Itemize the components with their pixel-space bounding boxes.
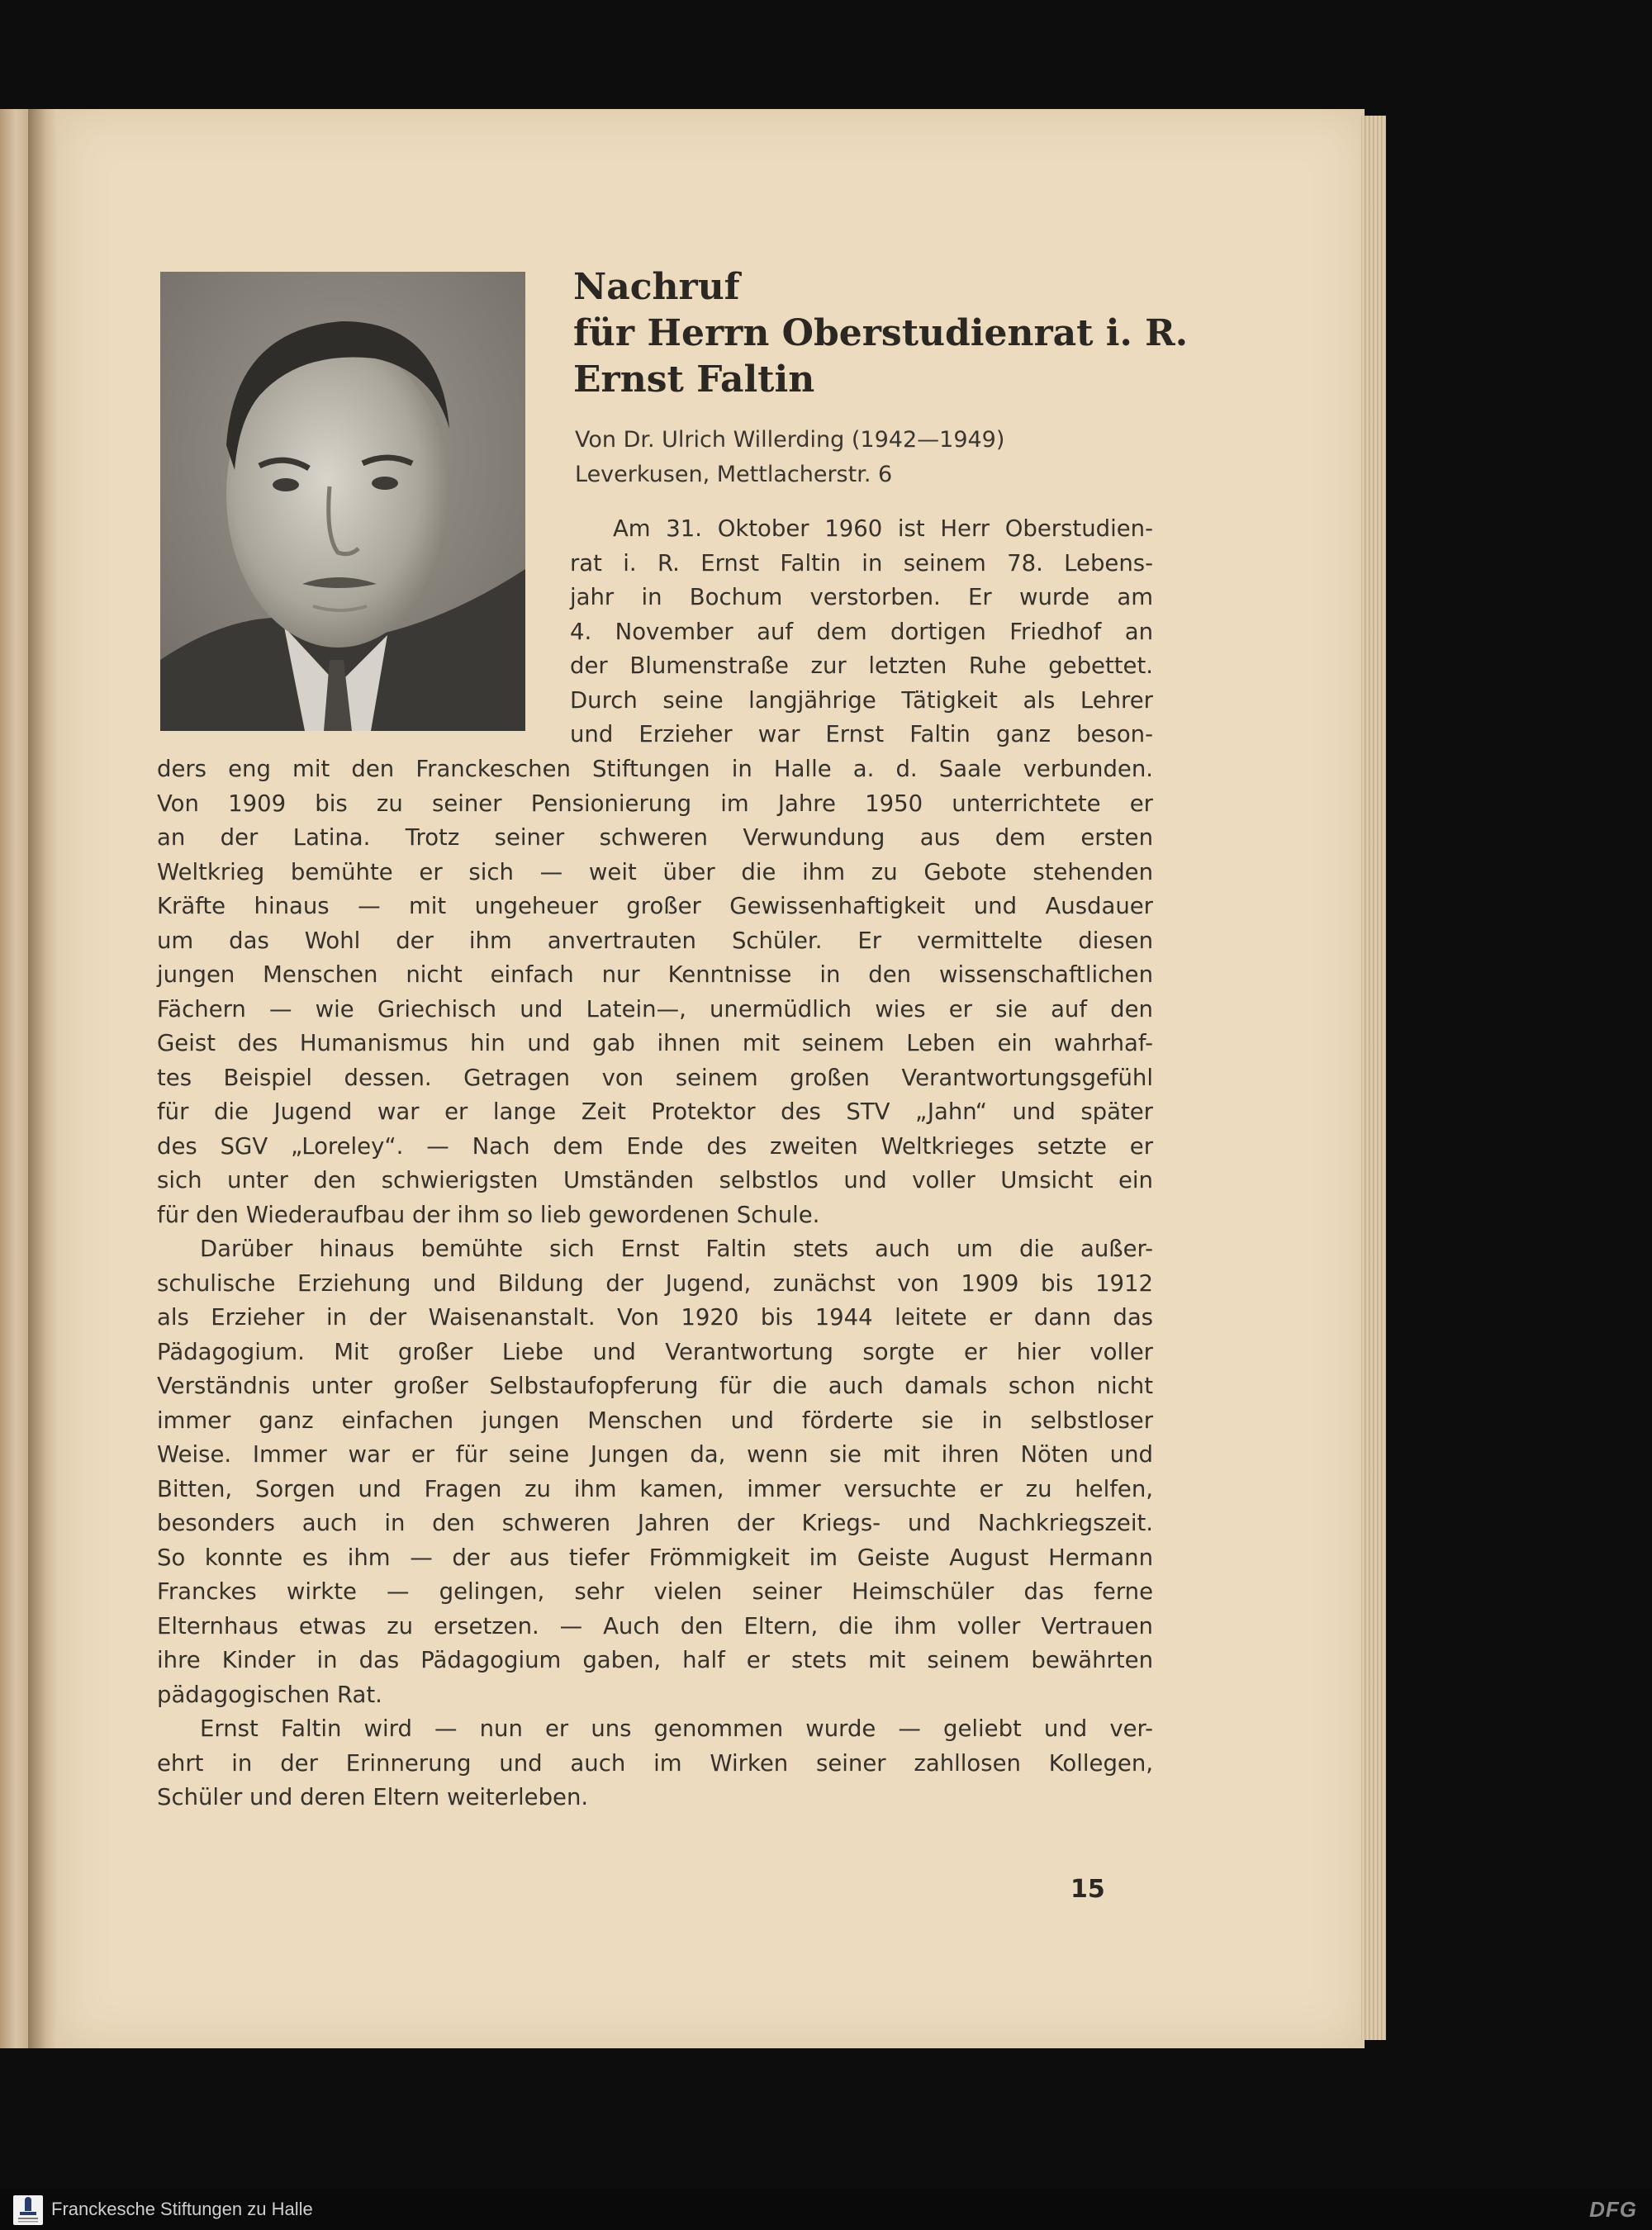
text-line: Ernst Faltin wird — nun er uns genommen wurde — geliebt und ver- — [200, 1715, 1153, 1742]
title-line: Nachruf — [573, 266, 740, 308]
text-line: rat i. R. Ernst Faltin in seinem 78. Lebens- — [570, 549, 1153, 576]
text-line: Am 31. Oktober 1960 ist Herr Oberstudien- — [613, 515, 1153, 542]
text-line: Durch seine langjährige Tätigkeit als Lehrer — [570, 686, 1153, 714]
text-line: pädagogischen Rat. — [157, 1681, 382, 1708]
text-line: Verständnis unter großer Selbstaufopferung für die auch damals schon nicht — [157, 1373, 1153, 1399]
text-line: Darüber hinaus bemühte sich Ernst Faltin stets auch um die außer- — [200, 1236, 1153, 1262]
text-line: tes Beispiel dessen. Getragen von seinem großen Verantwortungsgefühl — [157, 1064, 1153, 1091]
body-text-wide — [157, 752, 1153, 1815]
text-line: als Erzieher in der Waisenanstalt. Von 1920 bis 1944 leitete er dann das — [157, 1304, 1153, 1331]
text-line: schulische Erziehung und Bildung der Jugend, zunächst von 1909 bis 1912 — [157, 1269, 1153, 1297]
article-byline — [575, 423, 1186, 492]
institution-name: Franckesche Stiftungen zu Halle — [51, 2199, 313, 2219]
text-line: Von 1909 bis zu seiner Pensionierung im Jahre 1950 unterrichtete er — [157, 790, 1153, 817]
byline-address: Leverkusen, Mettlacherstr. 6 — [575, 462, 893, 487]
text-line: Kräfte hinaus — mit ungeheuer großer Gewissenhaftigkeit und Ausdauer — [157, 893, 1153, 919]
text-line: ehrt in der Erinnerung und auch im Wirken seiner zahllosen Kollegen, — [157, 1749, 1153, 1777]
text-line: jungen Menschen nicht einfach nur Kenntnisse in den wissenschaftlichen — [157, 961, 1153, 988]
title-line: Ernst Faltin — [573, 358, 815, 401]
portrait-photo — [160, 272, 525, 731]
text-line: jahr in Bochum verstorben. Er wurde am — [570, 584, 1153, 610]
article-title — [573, 264, 1189, 403]
text-line: Bitten, Sorgen und Fragen zu ihm kamen, immer versuchte er zu helfen, — [157, 1475, 1153, 1502]
text-line: ders eng mit den Franckeschen Stiftungen in Halle a. d. Saale verbunden. — [157, 756, 1153, 782]
text-line: für den Wiederaufbau der ihm so lieb gewordenen Schule. — [157, 1201, 820, 1228]
text-line: sich unter den schwierigsten Umständen selbstlos und voller Umsicht ein — [157, 1167, 1153, 1193]
text-line: des SGV „Loreley“. — Nach dem Ende des zweiten Weltkrieges setzte er — [157, 1132, 1153, 1160]
text-line: So konnte es ihm — der aus tiefer Frömmigkeit im Geiste August Hermann — [157, 1544, 1153, 1571]
text-line: Fächern — wie Griechisch und Latein—, unermüdlich wies er sie auf den — [157, 995, 1153, 1022]
text-line: Pädagogium. Mit großer Liebe und Verantwortung sorgte er hier voller — [157, 1338, 1153, 1365]
text-line: besonders auch in den schweren Jahren der Kriegs- und Nachkriegszeit. — [157, 1510, 1153, 1536]
title-line: für Herrn Oberstudienrat i. R. — [573, 312, 1189, 354]
text-line: an der Latina. Trotz seiner schweren Verwundung aus dem ersten — [157, 824, 1153, 851]
text-line: ihre Kinder in das Pädagogium gaben, half er stets mit seinem bewährten — [157, 1647, 1153, 1673]
text-line: 4. November auf dem dortigen Friedhof an — [570, 618, 1153, 645]
institution-logo-icon — [13, 2195, 43, 2225]
text-line: und Erzieher war Ernst Faltin ganz beson- — [570, 721, 1153, 747]
text-line: Elternhaus etwas zu ersetzen. — Auch den Eltern, die ihm voller Vertrauen — [157, 1612, 1153, 1639]
text-line: Weise. Immer war er für seine Jungen da, wenn sie mit ihren Nöten und — [157, 1441, 1153, 1468]
text-line: für die Jugend war er lange Zeit Protektor des STV „Jahn“ und später — [157, 1098, 1153, 1125]
text-line: Geist des Humanismus hin und gab ihnen mit seinem Leben ein wahrhaf- — [157, 1030, 1153, 1056]
text-line: um das Wohl der ihm anvertrauten Schüler. Er vermittelte diesen — [157, 927, 1153, 954]
text-line: immer ganz einfachen jungen Menschen und förderte sie in selbstloser — [157, 1407, 1153, 1434]
dfg-logo: DFG — [1589, 2197, 1637, 2222]
text-line: Schüler und deren Eltern weiterleben. — [157, 1784, 589, 1810]
byline-author: Von Dr. Ulrich Willerding (1942—1949) — [575, 427, 1005, 453]
text-line: der Blumenstraße zur letzten Ruhe gebettet. — [570, 652, 1153, 679]
text-line: Franckes wirkte — gelingen, sehr vielen seiner Heimschüler das ferne — [157, 1578, 1153, 1605]
text-line: Weltkrieg bemühte er sich — weit über die ihm zu Gebote stehenden — [157, 858, 1153, 885]
left-page-edge — [0, 109, 28, 2048]
page-stack-edge — [1361, 116, 1386, 2040]
body-text-narrow — [570, 512, 1153, 752]
viewer-footer — [0, 2189, 1652, 2230]
book-gutter — [28, 109, 61, 2048]
page-number: 15 — [1070, 1875, 1105, 1904]
portrait-image — [160, 272, 525, 731]
